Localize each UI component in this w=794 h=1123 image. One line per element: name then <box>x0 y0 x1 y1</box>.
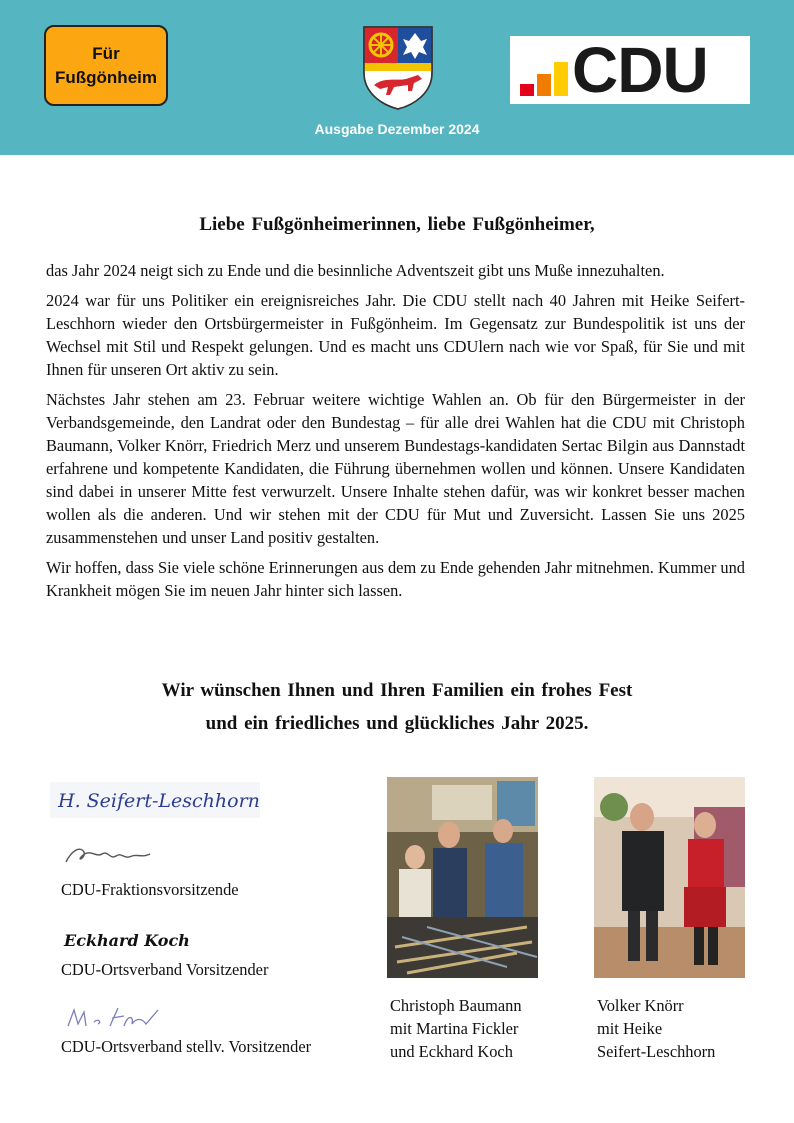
edition-label: Ausgabe Dezember 2024 <box>314 121 480 137</box>
people-photo-icon <box>594 777 745 978</box>
signature-3-text: Eckhard Koch <box>64 931 190 950</box>
paragraph: 2024 war für uns Politiker ein ereignisreiches Jahr. Die CDU stellt nach 40 Jahren mit Heike Seifert-Leschhorn wieder den Ortsbürgermeister in Fußgönheim. Im Gegensatz zur Bundespolitik ist uns der Wechsel mit Stil und Respekt gelungen. Und es macht uns CDUlern nach wie vor Spaß, für Sie und mit Ihnen für unseren Ort aktiv zu sein. <box>46 291 745 379</box>
photo-baumann-fickler-koch <box>387 777 538 978</box>
caption-line: Christoph Baumann <box>390 996 522 1015</box>
role-fraktionsvorsitzende: CDU-Fraktionsvorsitzende <box>61 880 239 899</box>
role-ortsverband-stellv: CDU-Ortsverband stellv. Vorsitzender <box>61 1037 312 1056</box>
paragraph: Nächstes Jahr stehen am 23. Februar weitere wichtige Wahlen an. Ob für den Bürgermeister in der Verbandsgemeinde, den Landrat oder den Bundestag – für alle drei Wahlen hat die CDU mit Christoph Baumann, Volker Knörr, Friedrich Merz und unserem Bundestags-kandidaten Sertac Bilgin aus Dannstadt erfahrene und kompetente Kandidaten, die Führung übernehmen wollen und können. Unsere Kandidaten sind dabei in unserer Mitte fest verwurzelt. Unsere Inhalte stehen dafür, was wir konkret besser machen wollen als die anderen. Und wir stehen mit der CDU für Mut und Zuversicht. Lassen Sie uns 2025 zusammenstehen und unser Land positiv gestalten. <box>46 390 745 547</box>
logo-text: CDU <box>572 34 708 106</box>
signature-4-icon <box>62 1004 166 1030</box>
people-photo-icon <box>387 777 538 978</box>
signature-3 <box>62 926 190 952</box>
caption-line: Seifert-Leschhorn <box>597 1042 716 1061</box>
holiday-wish <box>0 674 794 740</box>
header-band <box>0 0 794 155</box>
paragraph: das Jahr 2024 neigt sich zu Ende und die besinnliche Adventszeit gibt uns Muße innezuhalten. <box>46 261 665 280</box>
paragraph: Wir hoffen, dass Sie viele schöne Erinnerungen aus dem zu Ende gehenden Jahr mitnehmen. Kummer und Krankheit mögen Sie im neuen Jahr hinter sich lassen. <box>46 558 745 600</box>
town-badge <box>44 25 168 106</box>
signature-2-icon <box>62 842 154 868</box>
logo-bars-icon <box>520 60 568 96</box>
coat-of-arms-icon <box>362 25 434 110</box>
role-ortsverband-vorsitzender: CDU-Ortsverband Vorsitzender <box>61 960 269 979</box>
caption-line: und Eckhard Koch <box>390 1042 513 1061</box>
caption-line: mit Martina Fickler <box>390 1019 519 1038</box>
cdu-logo <box>510 36 750 104</box>
letter-body <box>46 259 745 609</box>
salutation: Liebe Fußgönheimerinnen, liebe Fußgönheimer, <box>199 214 595 235</box>
caption-line: Volker Knörr <box>597 996 684 1015</box>
signature-1-text: H. Seifert-Leschhorn <box>58 790 260 812</box>
photo-knoerr-seifert-leschhorn <box>594 777 745 978</box>
caption-line: mit Heike <box>597 1019 663 1038</box>
photo-1-caption <box>390 994 522 1063</box>
badge-line-2: Fußgönheim <box>55 67 157 87</box>
badge-line-1: Für <box>92 43 120 63</box>
signature-1 <box>50 782 260 818</box>
photo-2-caption <box>597 994 715 1063</box>
wish-line-2: und ein friedliches und glückliches Jahr 2025. <box>205 713 589 734</box>
wish-line-1: Wir wünschen Ihnen und Ihren Familien ein frohes Fest <box>161 680 633 701</box>
